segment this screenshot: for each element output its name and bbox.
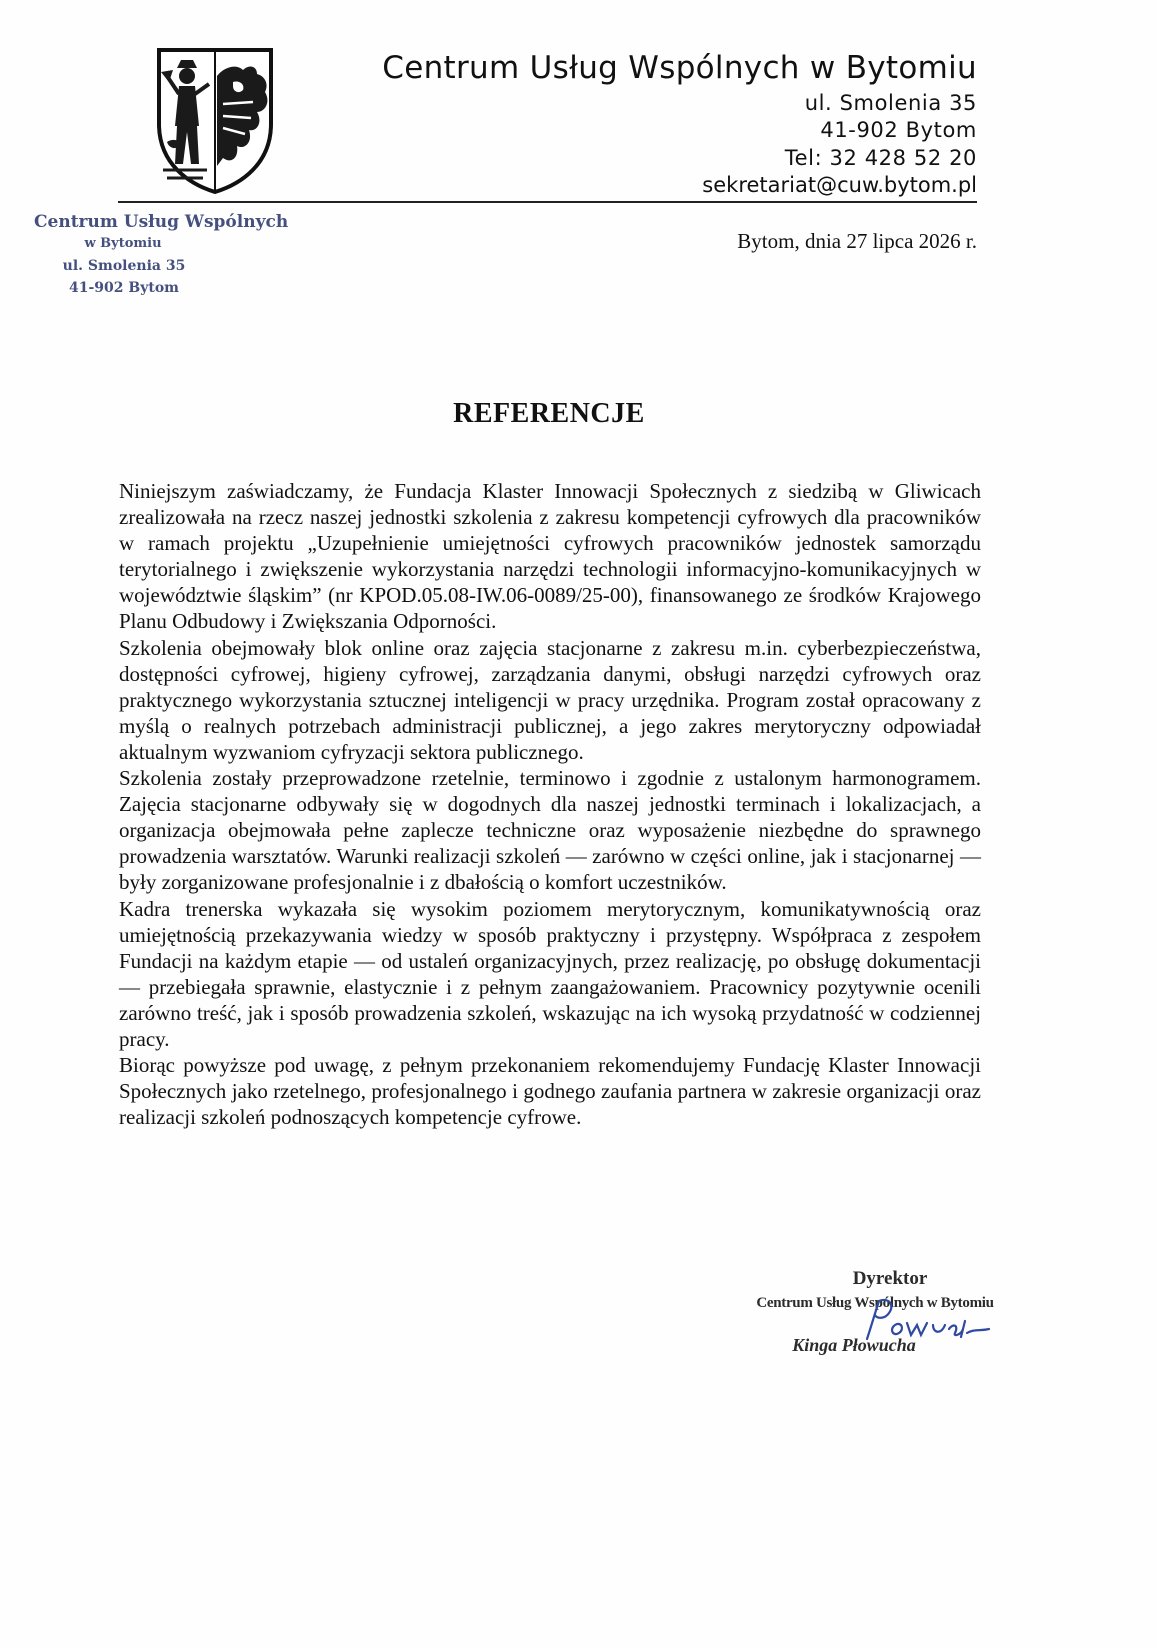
address-street: ul. Smolenia 35 — [804, 91, 977, 115]
handwritten-signature — [849, 1295, 999, 1343]
signer-organization: Centrum Usług Wspólnych w Bytomiu — [756, 1295, 994, 1311]
address-city: 41-902 Bytom — [820, 118, 977, 142]
organization-name: Centrum Usług Wspólnych w Bytomiu — [382, 50, 977, 86]
document-date: Bytom, dnia 27 lipca 2026 r. — [737, 229, 977, 253]
document-title: REFERENCJE — [453, 398, 645, 429]
email-address: sekretariat@cuw.bytom.pl — [702, 173, 977, 197]
organization-stamp — [34, 211, 289, 299]
signer-name: Kinga Płowucha — [792, 1335, 916, 1355]
body-paragraph: Kadra trenerska wykazała się wysokim poziomem merytorycznym, komunikatywnością oraz umiejętnością przekazywania wiedzy w sposób praktyczny i przystępny. Współpraca z zespołem Fundacji na każdym etapie — od ustaleń organizacyjnych, przez realizację, po obsługę dokumentacji — przebiegała sprawnie, elastycznie i z pełnym zaangażowaniem. Pracownicy pozytywnie ocenili zarówno treść, jak i sposób prowadzenia szkoleń, wskazując na ich wysoką przydatność w codziennej pracy. — [119, 896, 981, 1051]
body-paragraph: Niniejszym zaświadczamy, że Fundacja Klaster Innowacji Społecznych z siedzibą w Gliwicach zrealizowała na rzecz naszej jednostki szkolenia z zakresu kompetencji cyfrowych dla pracowników w ramach projektu „Uzupełnienie umiejętności cyfrowych pracowników jednostek samorządu terytorialnego i zwiększenie wykorzystania narzędzi technologii informacyjno-komunikacyjnych w województwie śląskim” (nr KPOD.05.08-IW.06-0089/25-00), finansowanego ze środków Krajowego Planu Odbudowy i Zwiększania Odporności. — [119, 479, 981, 634]
header-divider — [118, 201, 977, 203]
document-body — [119, 478, 981, 1130]
stamp-line-postcode: 41-902 Bytom — [69, 280, 179, 296]
body-paragraph: Szkolenia obejmowały blok online oraz zajęcia stacjonarne z zakresu m.in. cyberbezpieczeństwa, dostępności cyfrowej, higieny cyfrowej, zarządzania danymi, obsługi narzędzi cyfrowych oraz praktycznego wykorzystania sztucznej inteligencji w pracy urzędnika. Program został opracowany z myślą o realnych potrzebach administracji publicznej, a jego zakres merytoryczny odpowiadał aktualnym wyzwaniom cyfryzacji sektora publicznego. — [119, 635, 981, 764]
city-coat-of-arms-icon — [153, 46, 277, 194]
stamp-line-city: w Bytomiu — [84, 236, 162, 251]
stamp-line-street: ul. Smolenia 35 — [62, 258, 186, 274]
signer-role: Dyrektor — [852, 1268, 928, 1289]
body-paragraph: Biorąc powyższe pod uwagę, z pełnym przekonaniem rekomendujemy Fundację Klaster Innowacji Społecznych jako rzetelnego, profesjonalnego i godnego zaufania partnera w zakresie organizacji oraz realizacji szkoleń podnoszących kompetencje cyfrowe. — [119, 1053, 981, 1130]
phone-number: Tel: 32 428 52 20 — [784, 146, 977, 170]
stamp-line-organization: Centrum Usług Wspólnych — [34, 212, 289, 232]
body-paragraph: Szkolenia zostały przeprowadzone rzetelnie, terminowo i zgodnie z ustalonym harmonogramem. Zajęcia stacjonarne odbywały się w dogodnych dla naszej jednostki terminach i lokalizacjach, a organizacja obejmowała pełne zaplecze techniczne oraz wyposażenie niezbędne do sprawnego prowadzenia warsztatów. Warunki realizacji szkoleń — zarówno w części online, jak i stacjonarnej — były zorganizowane profesjonalnie i z dbałością o komfort uczestników. — [119, 766, 981, 895]
